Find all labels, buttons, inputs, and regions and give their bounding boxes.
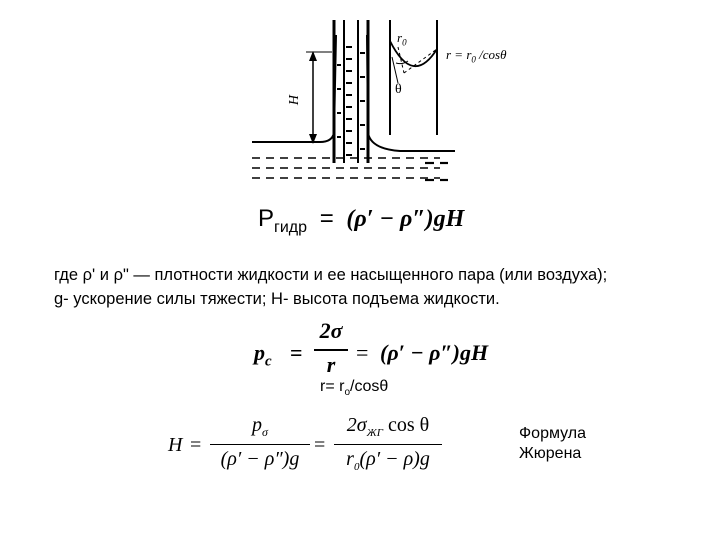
formula-jurin-bar1 bbox=[210, 444, 310, 445]
formula-jurin-bar2 bbox=[334, 444, 442, 445]
formula-hydro-lhs: P bbox=[258, 205, 275, 232]
explanation-line-2: g- ускорение силы тяжести; H- высота подъема жидкости. bbox=[54, 290, 500, 308]
diagram-label-r0: $r_0$ bbox=[397, 30, 407, 48]
explanation-paragraph bbox=[54, 263, 694, 311]
formula-jurin-num1: $p_\sigma$ bbox=[252, 414, 268, 439]
formula-pc-eq2: = bbox=[356, 340, 369, 365]
caption-line-2: Жюрена bbox=[519, 445, 582, 462]
formula-jurin-num2: $2\sigma_{ЖГ}$ cos θ bbox=[346, 414, 430, 439]
formula-jurin-eq1: = bbox=[190, 434, 202, 456]
formula-jurin-den2: $r_0(\rho' - \rho)g$ bbox=[346, 448, 430, 473]
formula-pc-denominator: r bbox=[326, 352, 336, 377]
formula-hydrostatic bbox=[258, 205, 464, 237]
formula-hydro-lhs-sub: гидр bbox=[274, 218, 308, 236]
explanation-line-1: где ρ' и ρ" — плотности жидкости и ее насыщенного пара (или воздуха); bbox=[54, 266, 608, 284]
formula-caption bbox=[519, 424, 586, 464]
formula-jurin-den1: (ρ′ − ρ″)g bbox=[220, 448, 300, 470]
formula-jurin bbox=[168, 412, 448, 478]
diagram-label-H: H bbox=[287, 94, 303, 106]
formula-pc-numerator: 2σ bbox=[319, 318, 343, 343]
formula-pc-rhs: (ρ′ − ρ″)gH bbox=[380, 340, 489, 365]
formula-jurin-lhs: H bbox=[168, 434, 183, 456]
formula-hydro-eq: = bbox=[319, 205, 334, 232]
formula-pc-fraction-bar bbox=[314, 349, 348, 351]
capillary-drawing bbox=[240, 15, 530, 195]
caption-line-1: Формула bbox=[519, 425, 587, 442]
diagram-label-r-eq: $r = r_0$ /cosθ bbox=[446, 47, 507, 65]
formula-pc-lhs: $p_c$ bbox=[254, 340, 272, 370]
formula-pc-eq1: = bbox=[290, 340, 303, 365]
formula-jurin-eq2: = bbox=[314, 434, 326, 456]
formula-hydro-rhs: (ρ′ − ρ″)gH bbox=[346, 206, 465, 232]
diagram-label-theta: θ bbox=[395, 82, 402, 97]
formula-capillary-pressure bbox=[250, 318, 510, 378]
capillary-diagram bbox=[240, 15, 530, 195]
formula-radius: $r= r_o$/cosθ bbox=[320, 378, 389, 399]
